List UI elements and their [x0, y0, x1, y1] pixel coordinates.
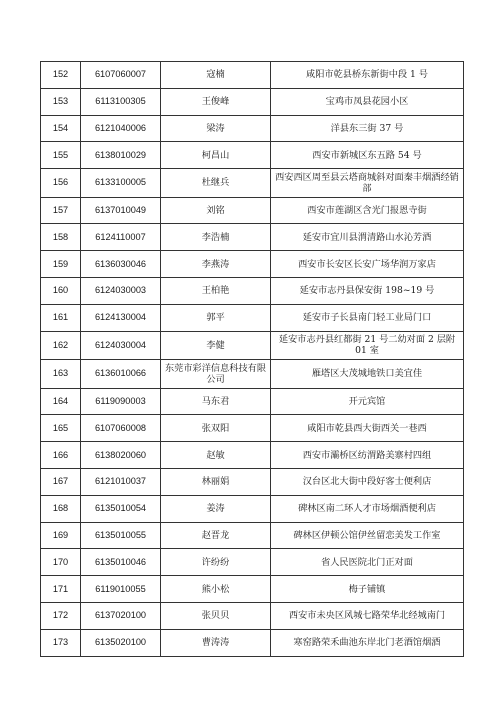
cell-no: 169: [41, 522, 81, 549]
table-row: [41, 197, 464, 224]
table-row: [41, 331, 464, 360]
table-row: [41, 224, 464, 251]
cell-code: 6138020060: [81, 442, 161, 469]
table-row: [41, 278, 464, 305]
cell-name: 熊小松: [161, 576, 271, 603]
cell-name: 李燕涛: [161, 251, 271, 278]
cell-name: 东莞市彩洋信息科技有限公司: [161, 360, 271, 389]
cell-code: 6135010055: [81, 522, 161, 549]
cell-name: 赵敏: [161, 442, 271, 469]
cell-code: 6107060008: [81, 415, 161, 442]
cell-code: 6133100005: [81, 169, 161, 198]
cell-name: 梁涛: [161, 115, 271, 142]
cell-code: 6124130004: [81, 304, 161, 331]
cell-address: 碑林区南二环人才市场烟酒便利店: [271, 495, 464, 522]
cell-name: 郭平: [161, 304, 271, 331]
cell-no: 165: [41, 415, 81, 442]
cell-no: 160: [41, 278, 81, 305]
cell-address: 汉台区北大街中段好客士便利店: [271, 469, 464, 496]
cell-name: 张双阳: [161, 415, 271, 442]
cell-no: 158: [41, 224, 81, 251]
table-body: [41, 62, 464, 657]
table-row: [41, 549, 464, 576]
cell-address: 咸阳市乾县西大街西关一巷西: [271, 415, 464, 442]
cell-no: 168: [41, 495, 81, 522]
cell-no: 163: [41, 360, 81, 389]
cell-no: 172: [41, 603, 81, 630]
cell-name: 王俊峰: [161, 88, 271, 115]
cell-code: 6107060007: [81, 62, 161, 89]
cell-no: 153: [41, 88, 81, 115]
cell-no: 171: [41, 576, 81, 603]
cell-code: 6137010049: [81, 197, 161, 224]
cell-no: 159: [41, 251, 81, 278]
cell-name: 赵晋龙: [161, 522, 271, 549]
table-row: [41, 115, 464, 142]
cell-address: 寒窑路荣禾曲池东岸北门老酒馆烟酒: [271, 629, 464, 656]
cell-name: 王柏艳: [161, 278, 271, 305]
table-row: [41, 469, 464, 496]
cell-code: 6135020100: [81, 629, 161, 656]
cell-name: 杜继兵: [161, 169, 271, 198]
cell-address: 咸阳市乾县桥东新街中段 1 号: [271, 62, 464, 89]
cell-name: 张贝贝: [161, 603, 271, 630]
table-row: [41, 169, 464, 198]
cell-code: 6135010046: [81, 549, 161, 576]
cell-no: 154: [41, 115, 81, 142]
cell-code: 6138010029: [81, 142, 161, 169]
cell-address: 洋县东三街 37 号: [271, 115, 464, 142]
cell-name: 柯昌山: [161, 142, 271, 169]
cell-no: 152: [41, 62, 81, 89]
cell-no: 155: [41, 142, 81, 169]
cell-code: 6136030046: [81, 251, 161, 278]
table-row: [41, 360, 464, 389]
cell-code: 6124030004: [81, 331, 161, 360]
table-row: [41, 88, 464, 115]
cell-address: 延安市子长县南门轻工业局门口: [271, 304, 464, 331]
cell-no: 164: [41, 388, 81, 415]
store-list-table: [40, 61, 464, 657]
cell-address: 梅子铺镇: [271, 576, 464, 603]
cell-name: 李浩楠: [161, 224, 271, 251]
table-row: [41, 142, 464, 169]
table-row: [41, 251, 464, 278]
cell-no: 167: [41, 469, 81, 496]
cell-name: 刘铭: [161, 197, 271, 224]
cell-code: 6124110007: [81, 224, 161, 251]
cell-code: 6121010037: [81, 469, 161, 496]
table-row: [41, 62, 464, 89]
cell-no: 166: [41, 442, 81, 469]
cell-address: 开元宾馆: [271, 388, 464, 415]
cell-code: 6121040006: [81, 115, 161, 142]
cell-address: 雁塔区大茂城地铁口美宜佳: [271, 360, 464, 389]
cell-code: 6124030003: [81, 278, 161, 305]
cell-address: 省人民医院北门正对面: [271, 549, 464, 576]
cell-name: 李健: [161, 331, 271, 360]
cell-code: 6135010054: [81, 495, 161, 522]
cell-address: 西安市长安区长安广场华润万家店: [271, 251, 464, 278]
cell-name: 马东君: [161, 388, 271, 415]
cell-no: 157: [41, 197, 81, 224]
cell-code: 6119090003: [81, 388, 161, 415]
table-row: [41, 388, 464, 415]
table-row: [41, 442, 464, 469]
cell-no: 162: [41, 331, 81, 360]
cell-no: 170: [41, 549, 81, 576]
table-row: [41, 603, 464, 630]
cell-code: 6136010066: [81, 360, 161, 389]
cell-address: 西安市莲湖区含光门报恩寺街: [271, 197, 464, 224]
cell-no: 173: [41, 629, 81, 656]
cell-name: 林丽娟: [161, 469, 271, 496]
cell-name: 姜涛: [161, 495, 271, 522]
cell-address: 延安市志丹县保安街 198~19 号: [271, 278, 464, 305]
cell-code: 6119010055: [81, 576, 161, 603]
cell-address: 延安市宜川县渭清路山水沁芳酒: [271, 224, 464, 251]
table-row: [41, 522, 464, 549]
cell-name: 寇楠: [161, 62, 271, 89]
cell-name: 曹涛涛: [161, 629, 271, 656]
cell-address: 西安市未央区风城七路荣华北经城南门: [271, 603, 464, 630]
table-row: [41, 629, 464, 656]
cell-no: 156: [41, 169, 81, 198]
cell-address: 碑林区伊顿公馆伊丝留恋美发工作室: [271, 522, 464, 549]
cell-name: 许纷纷: [161, 549, 271, 576]
cell-code: 6113100305: [81, 88, 161, 115]
cell-address: 宝鸡市凤县花园小区: [271, 88, 464, 115]
table-row: [41, 415, 464, 442]
cell-address: 西安市灞桥区纺渭路美寨村四组: [271, 442, 464, 469]
cell-address: 延安市志丹县红都街 21 号二幼对面 2 层附 01 室: [271, 331, 464, 360]
table-row: [41, 495, 464, 522]
table-row: [41, 304, 464, 331]
cell-address: 西安西区周至县云塔商城斜对面秦丰烟酒经销部: [271, 169, 464, 198]
cell-no: 161: [41, 304, 81, 331]
cell-code: 6137020100: [81, 603, 161, 630]
cell-address: 西安市新城区东五路 54 号: [271, 142, 464, 169]
table-row: [41, 576, 464, 603]
